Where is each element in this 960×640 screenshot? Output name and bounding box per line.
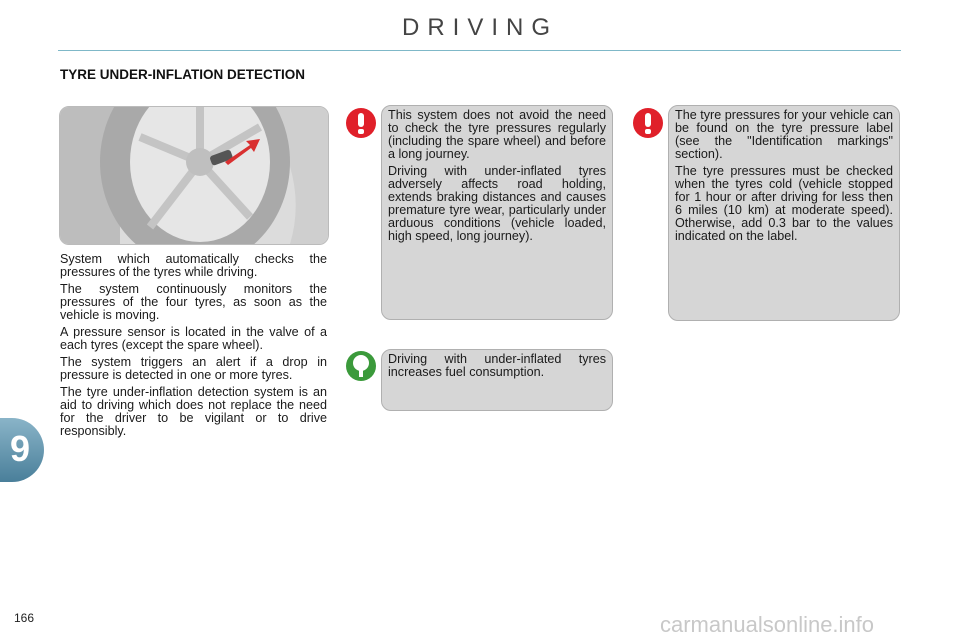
watermark: carmanualsonline.info — [660, 612, 875, 637]
eco-leaf-icon — [346, 351, 376, 381]
header-divider — [58, 50, 901, 51]
body-text — [60, 253, 327, 442]
warning-box-check-pressures — [381, 105, 613, 320]
page-number: 166 — [14, 611, 35, 625]
warning-icon — [633, 108, 663, 138]
paragraph: The system triggers an alert if a drop in pressure is detected in one or more tyres. — [60, 355, 327, 382]
warning-box-tyre-pressures — [668, 105, 900, 321]
wheel-illustration — [60, 107, 328, 244]
paragraph: System which automatically checks the pressures of the tyres while driving. — [60, 252, 327, 279]
paragraph: A pressure sensor is located in the valve of a each tyres (except the spare wheel). — [60, 325, 327, 352]
warning-text: Driving with under-inflated tyres adversely affects road holding, extends braking distances and causes premature tyre wear, particularly under arduous conditions (vehicle loaded, high speed, long journey). — [388, 164, 606, 243]
chapter-number: 9 — [9, 428, 31, 469]
warning-icon — [346, 108, 376, 138]
eco-text: Driving with under-inflated tyres increases fuel consumption. — [388, 352, 606, 379]
warning-text: The tyre pressures must be checked when the tyres cold (vehicle stopped for 1 hour or after driving for less then 6 miles (10 km) at moderate speed). Otherwise, add 0.3 bar to the values indicated on the label. — [675, 164, 893, 243]
paragraph: The system continuously monitors the pressures of the four tyres, as soon as the vehicle is moving. — [60, 282, 327, 322]
paragraph: The tyre under-inflation detection system is an aid to driving which does not replace the need for the driver to be vigilant or to drive responsibly. — [60, 385, 327, 438]
wheel-valve-photo — [59, 106, 329, 245]
warning-text: The tyre pressures for your vehicle can be found on the tyre pressure label (see the "Identification markings" section). — [675, 108, 893, 161]
page-title: DRIVING — [401, 14, 558, 41]
warning-text: This system does not avoid the need to check the tyre pressures regularly (including the spare wheel) and before a long journey. — [388, 108, 606, 161]
chapter-tab — [0, 418, 44, 482]
eco-box-fuel-consumption — [381, 349, 613, 411]
section-title: TYRE UNDER-INFLATION DETECTION — [60, 67, 305, 82]
